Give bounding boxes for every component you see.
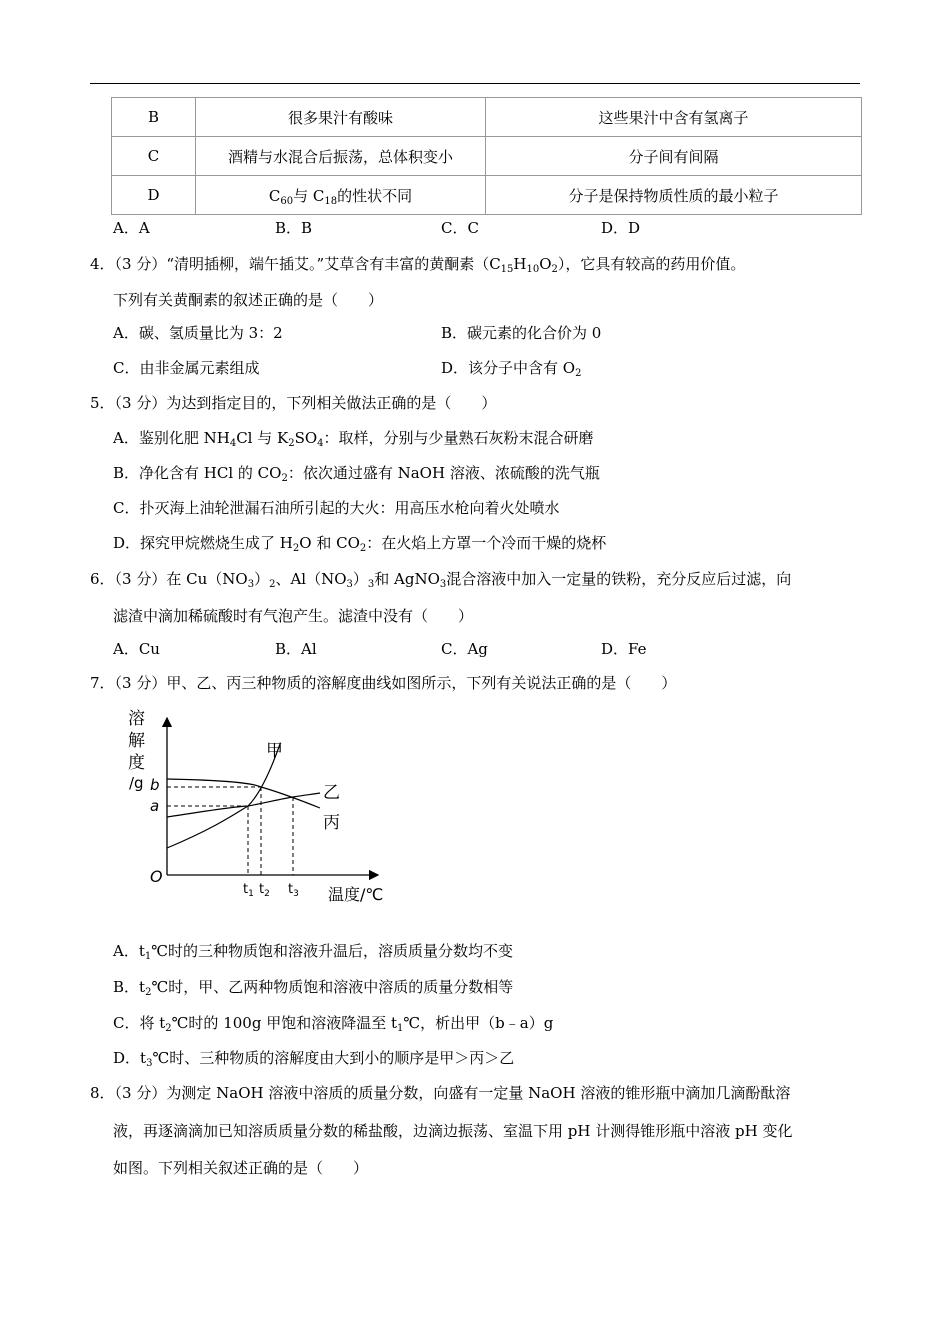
q6-stem: 6．（3 分）在 $Cu(NO_3)_2$、$Al(NO_3)_3$和 AgNO$_3$混合溶液中加入一定量的铁粉，充分反应后过滤，向 — [90, 570, 792, 590]
y-label-char-3: 度 — [128, 753, 145, 773]
q4-stem: 4．（3 分）“清明插柳，端午插艾。”艾草含有丰富的黄酮素$(C_{15}H_{10}O_2)$，它具有较高的药用价值。 — [90, 255, 746, 275]
y-unit: /g — [129, 774, 144, 792]
q3-choice-b: B．B — [275, 219, 313, 237]
y-label-char-2: 解 — [128, 731, 145, 751]
q3-choice-c: C．C — [441, 219, 479, 237]
curve-yi — [167, 779, 320, 808]
x-tick-t3: $t_3$ — [288, 882, 299, 899]
table-cell-letter: C — [112, 137, 196, 176]
table-cell-explain: 分子间有间隔 — [486, 137, 862, 176]
q4-choice-c: C．由非金属元素组成 — [113, 359, 260, 377]
x-tick-t2: $t_2$ — [259, 882, 270, 899]
series-label-yi: 乙 — [323, 783, 340, 803]
options-table — [111, 97, 862, 215]
q7-choice-d: D．$t_3℃$时、三种物质的溶解度由大到小的顺序是甲＞丙＞乙 — [113, 1049, 515, 1069]
curve-jia — [167, 744, 280, 848]
y-label-char-1: 溶 — [128, 709, 145, 729]
series-label-bing: 丙 — [323, 813, 340, 833]
table-cell-letter: B — [112, 98, 196, 137]
q6-choice-a: A．Cu — [113, 640, 160, 658]
q7-choice-a: A．$t_1℃$时的三种物质饱和溶液升温后，溶质质量分数均不变 — [113, 942, 514, 962]
header-rule — [90, 83, 860, 84]
q4-choice-a: A．碳、氢质量比为 3：2 — [113, 324, 283, 342]
q4-choice-d: D．该分子中含有 $O_2$ — [441, 359, 582, 379]
q7-choice-b: B．$t_2℃$时，甲、乙两种物质饱和溶液中溶质的质量分数相等 — [113, 978, 514, 998]
q5-choice-c: C．扑灭海上油轮泄漏石油所引起的大火：用高压水枪向着火处喷水 — [113, 499, 560, 517]
x-tick-t1: $t_1$ — [243, 882, 254, 899]
q6-choice-d: D．Fe — [601, 640, 647, 658]
curve-bing — [167, 793, 320, 817]
y-tick-b: b — [150, 776, 160, 794]
q6-stem-2: 滤渣中滴加稀硫酸时有气泡产生。滤渣中没有（ ） — [113, 607, 474, 625]
table-cell-explain: 这些果汁中含有氢离子 — [486, 98, 862, 137]
table-cell-fact: $C_{60}$与 $C_{18}$的性状不同 — [196, 176, 486, 215]
q6-choice-c: C．Ag — [441, 640, 488, 658]
series-label-jia: 甲 — [266, 741, 283, 761]
table-row — [112, 176, 862, 215]
table-cell-fact: 很多果汁有酸味 — [196, 98, 486, 137]
q3-choice-a: A．A — [113, 219, 150, 237]
table-cell-explain: 分子是保持物质性质的最小粒子 — [486, 176, 862, 215]
solubility-chart — [120, 700, 390, 910]
table-cell-fact: 酒精与水混合后振荡，总体积变小 — [196, 137, 486, 176]
q8-stem-1: 8．（3 分）为测定 NaOH 溶液中溶质的质量分数，向盛有一定量 NaOH 溶液的锥形瓶中滴加几滴酚酞溶 — [90, 1084, 791, 1102]
q8-stem-3: 如图。下列相关叙述正确的是（ ） — [113, 1159, 369, 1177]
q5-choice-d: D．探究甲烷燃烧生成了 $H_2O$ 和 $CO_2$：在火焰上方罩一个冷而干燥的烧杯 — [113, 534, 607, 554]
q6-choice-b: B．Al — [275, 640, 317, 658]
table-cell-letter: D — [112, 176, 196, 215]
q5-stem: 5．（3 分）为达到指定目的，下列相关做法正确的是（ ） — [90, 394, 497, 412]
y-tick-a: a — [150, 797, 160, 815]
origin-label: O — [150, 867, 163, 886]
q4-choice-b: B．碳元素的化合价为 0 — [441, 324, 602, 342]
q5-choice-a: A．鉴别化肥 $NH_4Cl$ 与 $K_2SO_4$：取样，分别与少量熟石灰粉末混合研磨 — [113, 429, 594, 449]
q5-choice-b: B．净化含有 HCl 的 $CO_2$：依次通过盛有 NaOH 溶液、浓硫酸的洗气瓶 — [113, 464, 600, 484]
q4-stem-2: 下列有关黄酮素的叙述正确的是（ ） — [113, 291, 384, 309]
table-row — [112, 98, 862, 137]
table-row — [112, 137, 862, 176]
x-axis-label: 温度/℃ — [328, 885, 384, 904]
q8-stem-2: 液，再逐滴滴加已知溶质质量分数的稀盐酸，边滴边振荡、室温下用 pH 计测得锥形瓶中溶液 pH 变化 — [113, 1122, 793, 1140]
q3-choice-d: D．D — [601, 219, 641, 237]
q7-choice-c: C．将 $t_2℃$时的 100g 甲饱和溶液降温至 $t_1℃$，析出甲（b﹣a）g — [113, 1014, 554, 1034]
q7-stem: 7．（3 分）甲、乙、丙三种物质的溶解度曲线如图所示，下列有关说法正确的是（ ） — [90, 674, 677, 692]
